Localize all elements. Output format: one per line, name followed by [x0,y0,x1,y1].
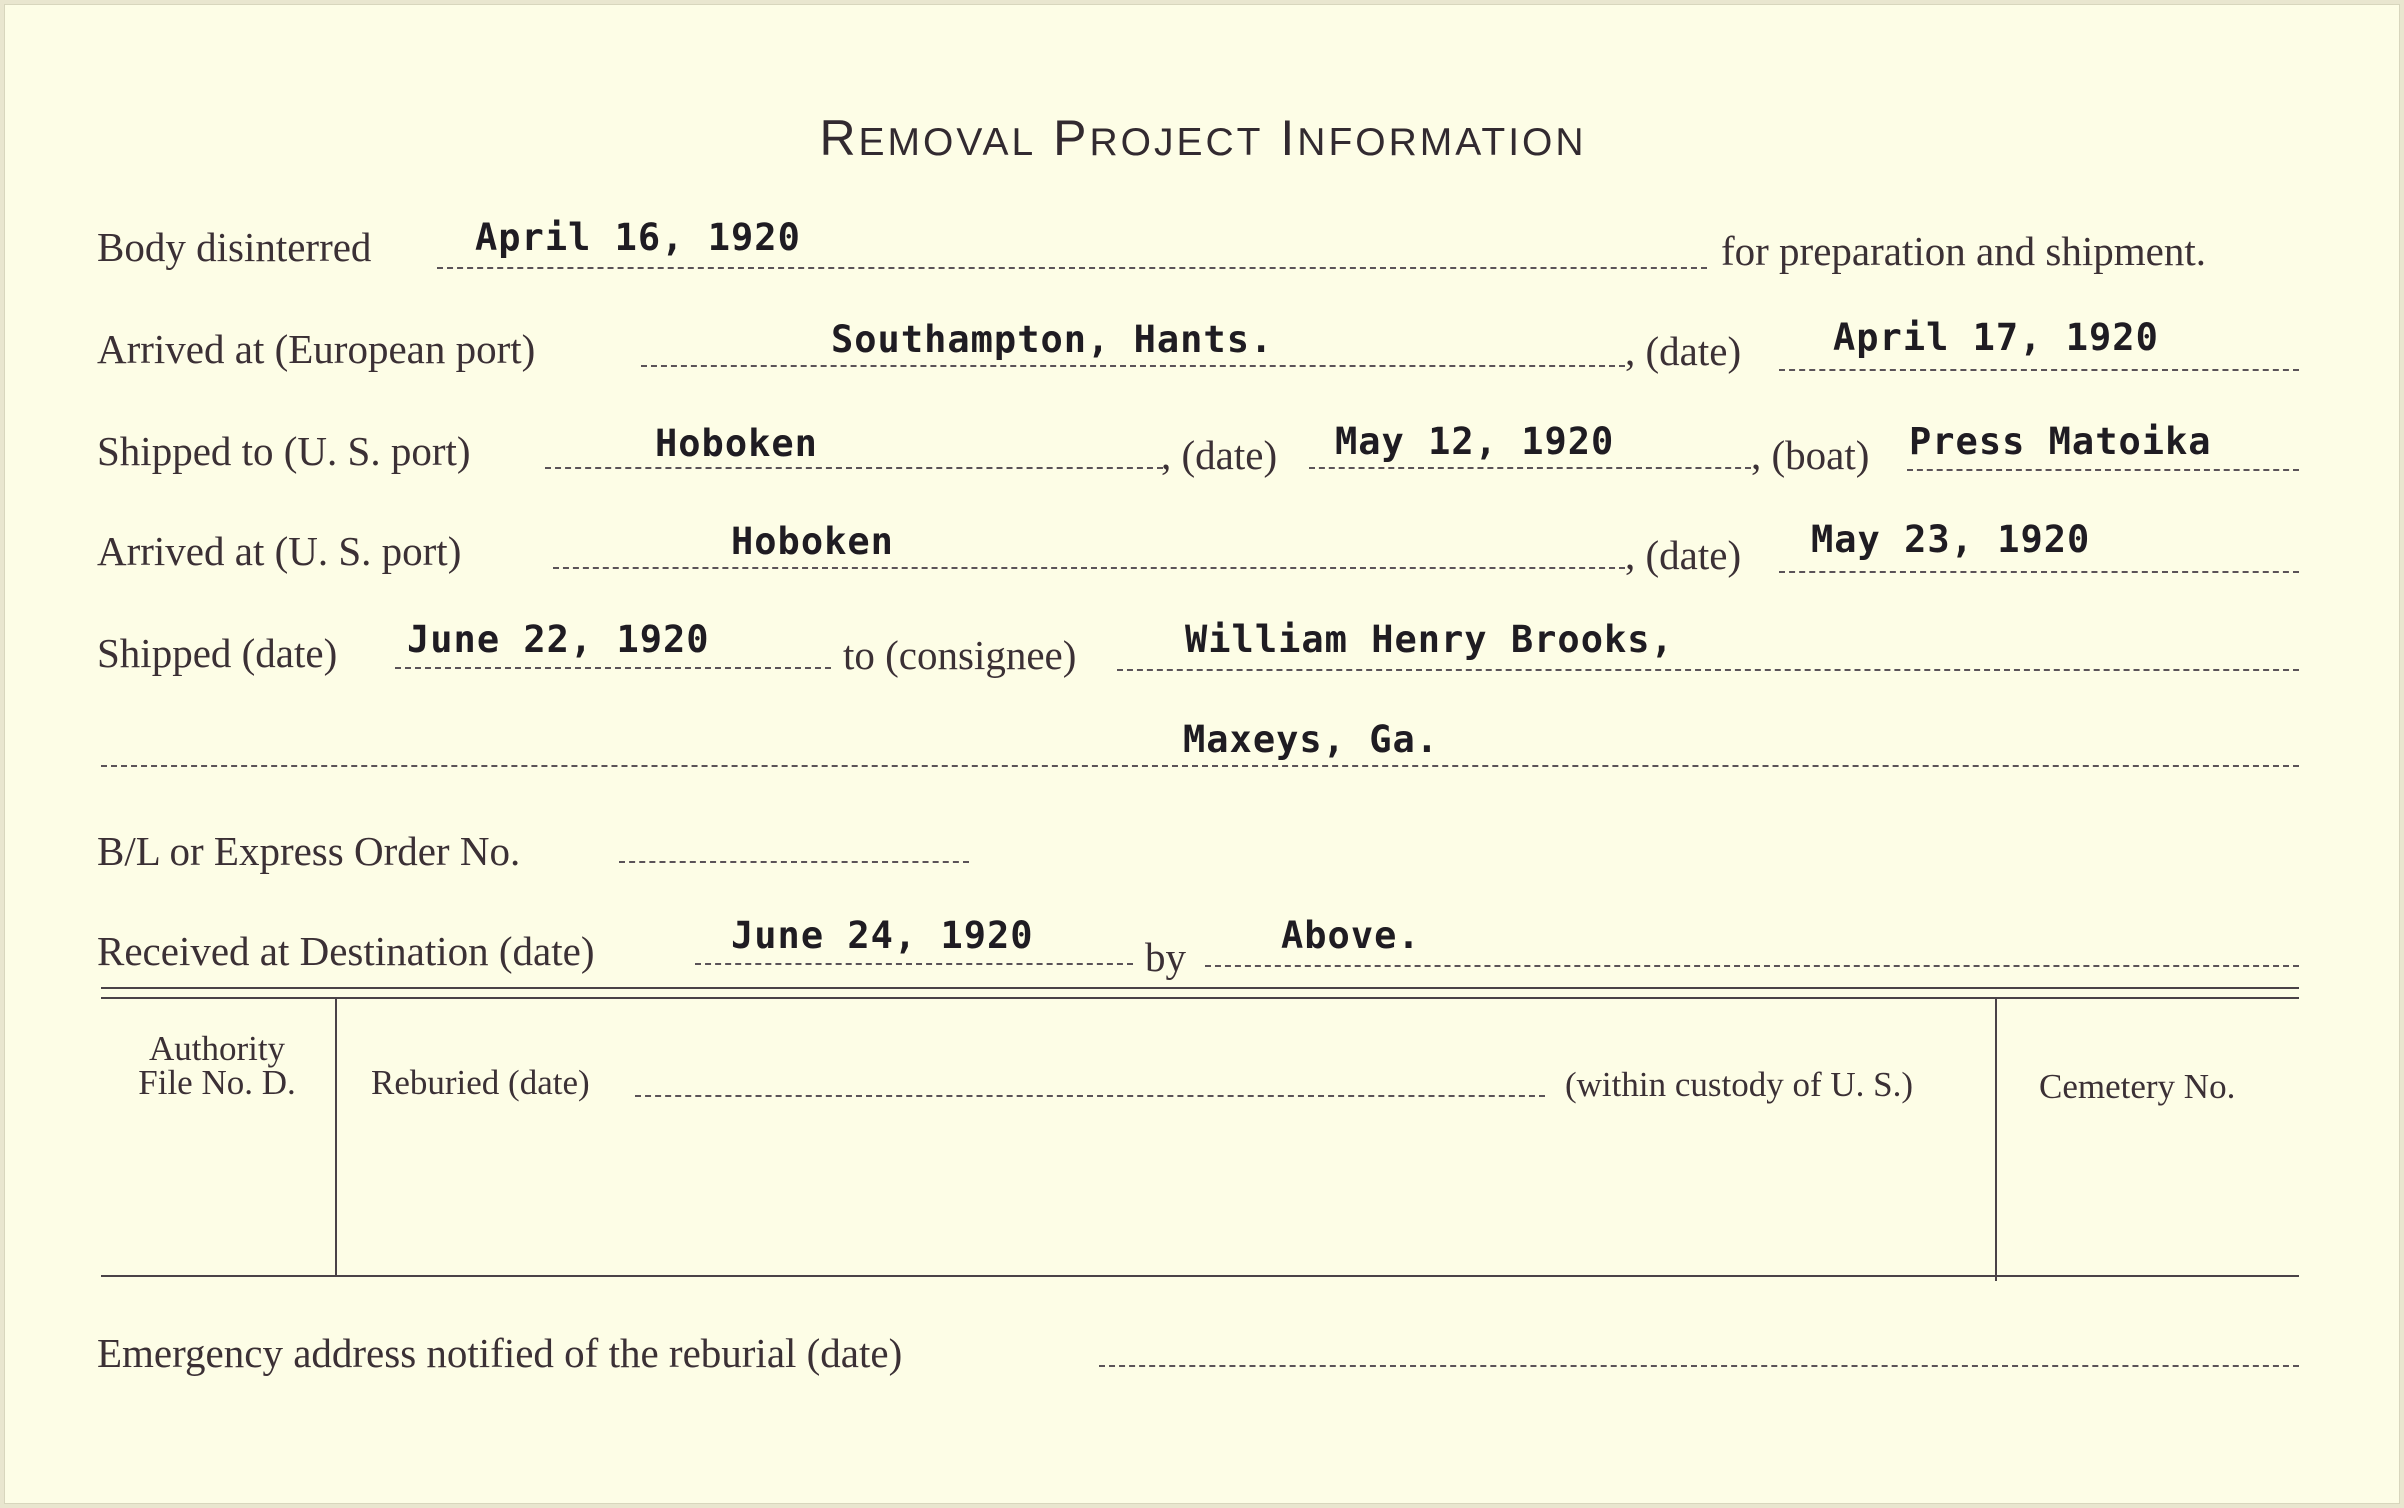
cemetery-column-divider [1995,999,1997,1281]
reburied-label: Reburied (date) [371,1063,590,1102]
title-word-3-rest: NFORMATION [1297,121,1587,164]
by-label: by [1145,934,1186,980]
shipped-us-port-line [545,467,1163,469]
shipped-consignee-date-value: June 22, 1920 [407,618,710,661]
received-date-line [695,963,1133,965]
shipped-date-value: May 12, 1920 [1335,420,1615,463]
disinterred-date-line [437,267,1707,269]
page-title [5,109,2401,167]
for-preparation-label: for preparation and shipment. [1721,228,2207,274]
shipped-consignee-date-label: Shipped (date) [97,630,338,676]
received-by-value: Above. [1281,914,1421,957]
us-arrival-date-label: , (date) [1625,532,1742,578]
received-by-line [1205,965,2299,967]
us-arrival-date-value: May 23, 1920 [1811,518,2091,561]
bl-order-line [619,861,969,863]
disinterred-date-value: April 16, 1920 [475,216,801,259]
within-custody-label: (within custody of U. S.) [1565,1065,1914,1104]
shipped-us-port-label: Shipped to (U. S. port) [97,428,471,474]
consignee-address-line [101,765,2299,767]
arrived-us-port-value: Hoboken [731,520,894,563]
section-divider-bottom [101,997,2299,999]
consignee-address-value: Maxeys, Ga. [1183,718,1440,761]
authority-label-line2: File No. D. [138,1063,296,1102]
shipped-us-port-value: Hoboken [655,422,818,465]
authority-label-line1: Authority [148,1029,286,1068]
title-word-1-rest: EMOVAL [858,121,1037,164]
reburied-date-line [635,1095,1545,1097]
emergency-date-line [1099,1365,2299,1367]
european-date-label: , (date) [1625,328,1742,374]
shipped-date-label: , (date) [1161,432,1278,478]
title-word-1-cap: R [819,110,859,166]
boat-label: , (boat) [1751,432,1870,478]
title-word-2-cap: P [1053,110,1090,166]
consignee-name-value: William Henry Brooks, [1185,618,1674,661]
emergency-label: Emergency address notified of the reburial (date) [97,1330,903,1376]
shipped-consignee-date-line [395,667,831,669]
body-disinterred-label: Body disinterred [97,224,372,270]
boat-line [1907,469,2299,471]
cemetery-no-label: Cemetery No. [2039,1067,2236,1106]
title-word-2-rest: ROJECT [1089,121,1264,164]
received-date-value: June 24, 1920 [731,914,1034,957]
european-port-line [641,365,1625,367]
european-date-value: April 17, 1920 [1833,316,2159,359]
shipped-date-line [1309,467,1751,469]
arrived-us-port-line [553,567,1625,569]
european-date-line [1779,369,2299,371]
arrived-us-port-label: Arrived at (U. S. port) [97,528,462,574]
bl-order-label: B/L or Express Order No. [97,828,521,874]
consignee-line [1117,669,2299,671]
boat-value: Press Matoika [1909,420,2212,463]
received-destination-label: Received at Destination (date) [97,928,595,974]
us-arrival-date-line [1779,571,2299,573]
section-divider-top [101,987,2299,989]
title-word-3-cap: I [1280,110,1298,166]
european-port-value: Southampton, Hants. [831,318,1274,361]
to-consignee-label: to (consignee) [843,632,1077,678]
removal-project-card [4,4,2400,1504]
section-bottom-rule [101,1275,2299,1277]
arrived-european-label: Arrived at (European port) [97,326,536,372]
